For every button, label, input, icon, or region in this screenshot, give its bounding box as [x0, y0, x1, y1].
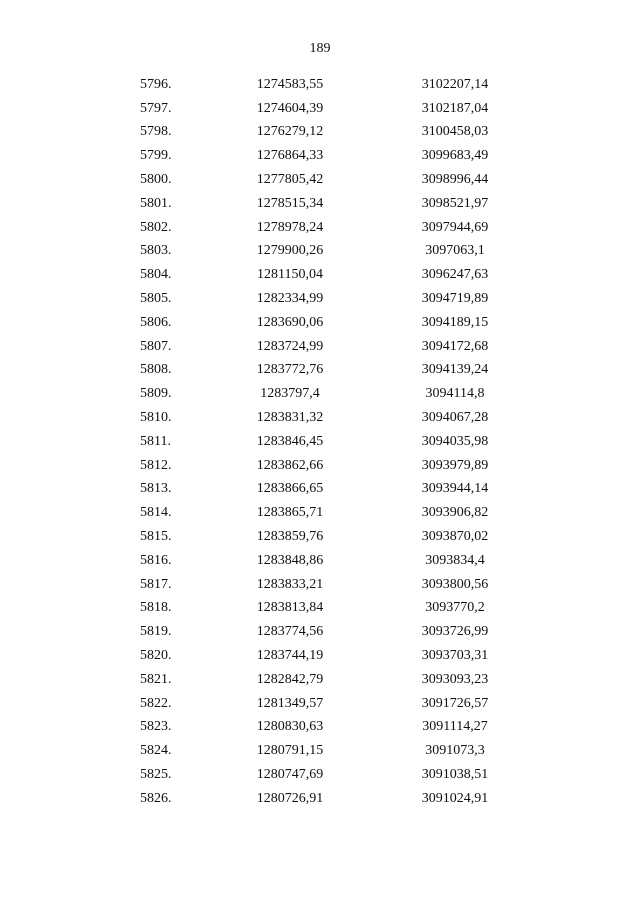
point-number: 5819.: [140, 624, 172, 640]
table-row: [100, 144, 540, 168]
table-row: [100, 216, 540, 240]
x-coordinate: 1279900,26: [256, 243, 324, 259]
x-coordinate: 1281150,04: [257, 267, 323, 283]
x-coordinate: 1280747,69: [256, 767, 324, 782]
x-coordinate: 1278515,34: [256, 195, 324, 211]
table-row: [100, 644, 540, 668]
table-row: [100, 716, 540, 740]
point-number: 5806.: [140, 314, 172, 330]
x-coordinate: 1274604,39: [256, 100, 324, 116]
point-number: 5796.: [140, 76, 172, 92]
y-coordinate: 3094719,89: [421, 291, 489, 307]
point-number: 5818.: [140, 600, 172, 616]
x-coordinate: 1278978,24: [256, 219, 324, 235]
point-number: 5824.: [140, 743, 172, 759]
x-coordinate: 1283866,65: [256, 481, 324, 497]
table-row: [100, 263, 540, 287]
point-number: 5809.: [140, 386, 172, 402]
table-row: [100, 287, 540, 311]
point-number: 5804.: [140, 267, 172, 283]
x-coordinate: 1283831,32: [256, 410, 324, 426]
y-coordinate: 3096247,63: [421, 267, 489, 283]
y-coordinate: 3093093,23: [421, 671, 489, 687]
point-number: 5810.: [140, 410, 172, 426]
x-coordinate: 1281349,57: [256, 695, 324, 711]
x-coordinate: 1283774,56: [256, 624, 324, 640]
x-coordinate: 1283744,19: [256, 648, 324, 664]
x-coordinate: 1283690,06: [256, 314, 324, 330]
point-number: 5813.: [140, 481, 172, 497]
table-row: [100, 620, 540, 644]
point-number: 5817.: [140, 576, 172, 592]
y-coordinate: 3093870,02: [421, 529, 489, 545]
table-row: [100, 97, 540, 121]
y-coordinate: 3093979,89: [421, 457, 489, 473]
y-coordinate: 3094189,15: [421, 314, 489, 330]
y-coordinate: 3091114,27: [422, 719, 488, 735]
point-number: 5825.: [140, 767, 172, 782]
y-coordinate: 3091726,57: [421, 695, 489, 711]
table-row: [100, 573, 540, 597]
table-row: [100, 478, 540, 502]
y-coordinate: 3091073,3: [425, 743, 485, 759]
x-coordinate: 1283862,66: [256, 457, 324, 473]
y-coordinate: 3102207,14: [421, 76, 489, 92]
point-number: 5808.: [140, 362, 172, 378]
point-number: 5798.: [140, 124, 172, 140]
table-row: [100, 168, 540, 192]
y-coordinate: 3091038,51: [421, 767, 489, 782]
table-row: [100, 549, 540, 573]
table-row: [100, 597, 540, 621]
y-coordinate: 3097944,69: [421, 219, 489, 235]
y-coordinate: 3098996,44: [421, 172, 489, 188]
table-row: [100, 739, 540, 763]
y-coordinate: 3102187,04: [421, 100, 489, 116]
point-number: 5821.: [140, 671, 172, 687]
table-row: [100, 692, 540, 716]
table-row: [100, 454, 540, 478]
point-number: 5812.: [140, 457, 172, 473]
table-row: [100, 192, 540, 216]
x-coordinate: 1283724,99: [256, 338, 324, 354]
y-coordinate: 3097063,1: [425, 243, 485, 259]
point-number: 5823.: [140, 719, 172, 735]
x-coordinate: 1277805,42: [256, 172, 324, 188]
x-coordinate: 1274583,55: [256, 76, 324, 92]
x-coordinate: 1282334,99: [256, 291, 324, 307]
point-number: 5797.: [140, 100, 172, 116]
table-row: [100, 501, 540, 525]
y-coordinate: 3091024,91: [421, 790, 489, 806]
table-row: [100, 787, 540, 811]
page-number: 189: [309, 41, 331, 56]
point-number: 5811.: [140, 433, 171, 449]
x-coordinate: 1280791,15: [256, 743, 324, 759]
table-row: [100, 73, 540, 97]
y-coordinate: 3093726,99: [421, 624, 489, 640]
y-coordinate: 3093944,14: [421, 481, 489, 497]
point-number: 5820.: [140, 648, 172, 664]
table-row: [100, 121, 540, 145]
y-coordinate: 3094172,68: [421, 338, 489, 354]
x-coordinate: 1280726,91: [256, 790, 324, 806]
x-coordinate: 1282842,79: [256, 671, 324, 687]
x-coordinate: 1276279,12: [256, 124, 324, 140]
x-coordinate: 1283833,21: [256, 576, 324, 592]
y-coordinate: 3093703,31: [421, 648, 489, 664]
point-number: 5826.: [140, 790, 172, 806]
point-number: 5801.: [140, 195, 172, 211]
point-number: 5802.: [140, 219, 172, 235]
x-coordinate: 1283865,71: [256, 505, 324, 521]
y-coordinate: 3093800,56: [421, 576, 489, 592]
x-coordinate: 1283797,4: [260, 386, 320, 402]
table-row: [100, 430, 540, 454]
point-number: 5815.: [140, 529, 172, 545]
x-coordinate: 1283772,76: [256, 362, 324, 378]
y-coordinate: 3094139,24: [421, 362, 489, 378]
table-row: [100, 311, 540, 335]
y-coordinate: 3093770,2: [425, 600, 485, 616]
table-row: [100, 763, 540, 787]
y-coordinate: 3100458,03: [421, 124, 489, 140]
point-number: 5803.: [140, 243, 172, 259]
point-number: 5816.: [140, 552, 172, 568]
y-coordinate: 3093906,82: [421, 505, 489, 521]
x-coordinate: 1283813,84: [256, 600, 324, 616]
table-row: [100, 525, 540, 549]
y-coordinate: 3094114,8: [425, 386, 485, 402]
x-coordinate: 1276864,33: [256, 148, 324, 164]
point-number: 5814.: [140, 505, 172, 521]
table-row: [100, 382, 540, 406]
point-number: 5799.: [140, 148, 172, 164]
point-number: 5822.: [140, 695, 172, 711]
coordinates-table: [100, 73, 540, 811]
table-row: [100, 668, 540, 692]
x-coordinate: 1280830,63: [256, 719, 324, 735]
y-coordinate: 3093834,4: [425, 552, 485, 568]
x-coordinate: 1283846,45: [256, 433, 324, 449]
table-row: [100, 406, 540, 430]
x-coordinate: 1283859,76: [256, 529, 324, 545]
point-number: 5807.: [140, 338, 172, 354]
table-row: [100, 240, 540, 264]
y-coordinate: 3094067,28: [421, 410, 489, 426]
y-coordinate: 3094035,98: [421, 433, 489, 449]
table-row: [100, 335, 540, 359]
table-row: [100, 359, 540, 383]
y-coordinate: 3099683,49: [421, 148, 489, 164]
x-coordinate: 1283848,86: [256, 552, 324, 568]
point-number: 5800.: [140, 172, 172, 188]
y-coordinate: 3098521,97: [421, 195, 489, 211]
point-number: 5805.: [140, 291, 172, 307]
